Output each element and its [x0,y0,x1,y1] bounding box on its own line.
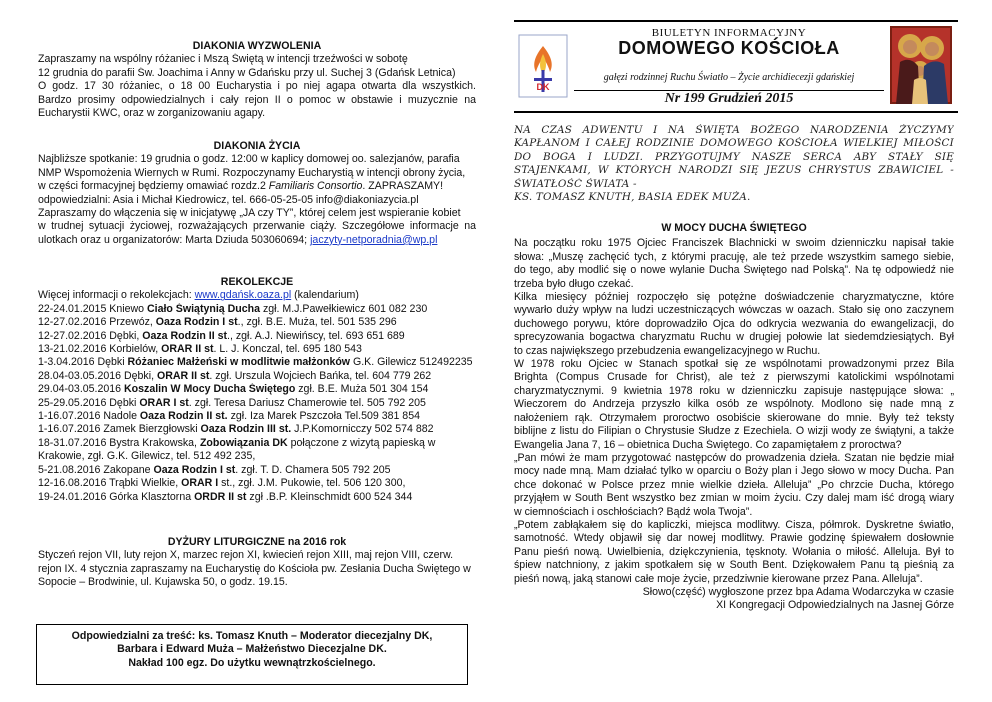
footer-line: Odpowiedzialni za treść: ks. Tomasz Knuth – Moderator diecezjalny DK, [71,630,433,642]
logo-graphic [518,34,568,98]
text-fragment: Więcej informacji o rekolekcjach: [38,289,195,302]
retreat-item [38,437,476,450]
text-line [38,234,476,247]
article-line: wywarło duży wpływ na ludzi uczestniczących wówczas w oazach. Stało się ono zaczynem [514,304,954,317]
retreat-date-place: 19-24.01.2016 Górka Klasztorna [38,490,195,503]
retreat-item [38,343,476,356]
retreat-date-place: 12-27.02.2016 Dębki, [38,329,143,342]
footer-box [36,624,468,685]
retreat-date-place: 29.04-03.05.2016 [38,383,125,396]
retreat-item [38,450,476,463]
retreat-item [38,383,476,396]
article-line: biblijne z listu do Filipian o Chrystusie Słudze z Ezechiela. O wizji wody ze świątyni, a także [514,425,954,438]
article-line: Na początku roku 1975 Ojciec Franciszek Blachnicki w swoim dzienniczku napisał takie [514,237,954,250]
retreat-name: Ciało Świątynią Ducha [146,302,260,315]
newsletter-subtitle: gałęzi rodzinnej Ruchu Światło – Życie archidiecezji gdańskiej [603,72,855,83]
section-title-wyzwolenia: DIAKONIA WYZWOLENIA [192,40,322,52]
retreat-date-place: 22-24.01.2015 Kniewo [38,302,147,315]
retreat-name: ORAR II st [156,369,210,382]
article-line: „Pan mówi że mam przygotować następców do prowadzenia dzieła. Szatan nie będzie miał [514,451,954,464]
retreat-item [38,370,476,383]
article-line: charyzmatycznymi. 9 kwietnia 1978 roku w dzienniczku zapisuje następujące słowa: „ [514,384,954,397]
publication-label: BIULETYN INFORMACYJNY [651,27,807,39]
text-fragment: ulotkach oraz u organizatorów: Marta Dziuda 503060694; [38,233,311,246]
text-line: Sopocie – Brodwinie, ul. Kujawska 50, o godz. 19.15. [38,576,288,589]
text-line: Zapraszamy do włączenia się w inicjatywę „JA czy TY”, której celem jest wspieranie kobiet [38,207,461,220]
retreat-item [38,410,476,423]
article-line: to czas największego przebudzenia ewangelizacyjnego w Ruchu. [514,344,821,357]
article-line: sprecyzowania bogactwa charyzmatu Ruchu w drugiej połowie lat siedemdziesiątych. Był [514,331,954,344]
retreat-item [38,477,476,490]
article-line: słowa: „Muszę zachęcić tych, z którymi pracuję, ale też przede wszystkim samego siebie, [514,250,954,263]
retreat-contact: połączone z wizytą papieską w [287,436,436,449]
retreat-name: Koszalin W Mocy Ducha Świętego [124,383,296,396]
greeting-line: DO BOGA I LUDZI. PRZYGOTUJMY NASZE SERCA ABY STAŁY SIĘ [514,150,954,163]
retreat-contact: zgł. M.J.Pawełkiewicz 601 082 230 [260,302,428,315]
retreat-date-place: Krakowie, zgł. G.K. Gilewicz, tel. 512 492 235, [38,450,256,463]
retreat-item [38,316,476,329]
header-rule [514,20,958,22]
retreat-name: Oaza Rodzin I st [153,463,236,476]
section-dyzury [38,536,476,590]
retreat-contact: G.K. Gilewicz 512492235 [350,356,473,369]
retreat-date-place: 5-21.08.2016 Zakopane [38,463,154,476]
text-line: NMP Wspomożenia Wiernych w Rumi. Rozpoczynamy Eucharystią w intencji obrony życia, [38,166,466,179]
retreat-contact: . zgł. Teresa Dariusz Chamerowie tel. 505 792 205 [188,396,426,409]
retreat-contact: . L. J. Konczal, tel. 695 180 543 [213,343,362,356]
text-line: rejon IX. 4 stycznia zapraszamy na Eucharystię do Kościoła pw. Zesłania Ducha Świętego w [38,562,471,575]
article-line: Brighta (Compus Crusade for Christ), ale też z pierwszymi katolickimi wspólnotami [514,371,954,384]
article-line: Wieczorem do Andrzeja przyszło kilka osób ze wspólnoty. Modlono się nade mną z [514,398,954,411]
retreat-date-place: 13-21.02.2016 Korbielów, [38,343,162,356]
section-title-rekolekcje: REKOLEKCJE [220,276,294,288]
italic-reference: Familiaris Consortio [268,180,363,193]
retreat-contact: ., zgł. A.J. Niewińscy, tel. 693 651 689 [227,329,405,342]
retreat-name: Oaza Rodzin II st. [139,410,228,423]
article-line: chce dokonać w Polsce przez mnie wielkie dzieła. Alleluja” „Po chrzcie Ducha, którego [514,478,954,491]
article-source: XI Kongregacji Odpowiedzialnych na Jasnej Górze [716,599,954,612]
article-line: samotność. Wtedy objawił się dar nowej modlitwy. Prawie godzinę śpiewałem dosłownie [514,532,954,545]
text-line: O godz. 17 30 różaniec, o 18 00 Eucharystia i po niej agapa otwarta dla wszystkich. [38,80,476,93]
retreat-contact: J.P.Komornicczy 502 574 882 [291,423,434,436]
footer-line: Nakład 100 egz. Do użytku wewnątrzkościelnego. [128,656,376,669]
greeting-line: NA CZAS ADWENTU I NA ŚWIĘTA BOŻEGO NARODZENIA ŻYCZYMY [514,124,954,136]
retreat-name: Różaniec Małżeński w modlitwie małżonków [127,356,351,369]
article-line: Kilka miesięcy później rozpoczęło się potężne doświadczenie charyzmatyczne, które [514,291,954,304]
article-line: pieśń nową, jaką stanowi całe moje życie, przedziwnie kierowane przez Pana. Alleluja”. [514,572,923,585]
text-line: Eucharystii KWC, oraz w zorganizowaniu agapy. [38,107,266,120]
text-line: w trudnej sytuacji życiowej, rozważających przerwanie ciąży. Szczegółowe informacje na [38,220,476,233]
text-line [38,289,476,302]
text-line [38,180,476,193]
email-link[interactable]: jaczyty-netporadnia@wp.pl [310,233,438,246]
footer-line: Barbara i Edward Muża – Małżeństwo Diecezjalne DK. [117,643,387,656]
article-body [514,237,954,586]
greeting-line: KAPŁANOM I CAŁEJ RODZINIE DOMOWEGO KOŚCIOŁA WIELKIEJ MIŁOŚCI [514,137,954,150]
article-line: do tego, aby modlić się o nowe wylanie Ducha Świętego nad Polską”. Na tę odpowiedź nie [514,264,954,277]
website-link[interactable]: www.gdańsk.oaza.pl [194,289,292,302]
greeting-line: KS. TOMASZ KNUTH, BASIA EDEK MUŻA. [514,191,751,204]
section-rekolekcje [38,276,476,504]
retreat-contact: zgł. B.E. Muża 501 304 154 [295,383,429,396]
section-zycia [38,140,476,247]
retreat-name: ORAR II st [161,343,214,356]
retreat-name: Oaza Rodzin II st [142,329,228,342]
logo-letters: DK [536,82,550,92]
article-line: mocy nade mną. Mam działać tylko w oparciu o Boży plan i Jego słowo w mocy Ducha. Pan [514,465,954,478]
article-title: W MOCY DUCHA ŚWIĘTEGO [661,222,807,234]
retreat-contact: zgł .B.P. Kleinschmidt 600 524 344 [246,490,413,503]
text-line: 12 grudnia do parafii Św. Joachima i Anny w Gdańsku przy ul. Suchej 3 (Gdańsk Letnica) [38,66,456,79]
retreat-contact: . zgł. Urszula Wojciech Bańka, tel. 604 779 262 [209,369,432,382]
christmas-greeting [514,124,954,204]
article-line: przyjąłem w South Bent wszystko bez zmian w moim życiu. Czy dalej mam iść drogą wiary [514,492,954,505]
retreat-contact: ., zgł. B.E. Muża, tel. 501 535 296 [237,316,397,329]
article-line: trzeba było długo czekać. [514,277,634,290]
retreat-date-place: 12-16.08.2016 Trąbki Wielkie, [38,477,182,490]
logo [518,34,568,98]
section-wyzwolenia [38,40,476,120]
retreat-item [38,303,476,316]
retreat-contact: zgł. Iza Marek Pszczoła Tel.509 381 854 [227,410,420,423]
retreat-date-place: 18-31.07.2016 Bystra Krakowska, [38,436,200,449]
retreat-date-place: 12-27.02.2016 Przewóz, [38,316,156,329]
article-line: „Potem zabłąkałem się do kapliczki, miejsca modlitwy. Cisza, półmrok. Dyskretne światło, [514,518,954,531]
retreat-date-place: 28.04-03.05.2016 Dębki, [38,369,157,382]
retreat-contact: st., zgł. J.M. Pukowie, tel. 506 120 300, [218,477,406,490]
header-rule [514,111,958,113]
text-line: Bardzo prosimy odpowiedzialnych i cały rejon II o pomoc w obstawie i muzycznie na [38,93,476,106]
retreat-name: ORAR I st [139,396,189,409]
text-fragment: . ZAPRASZAMY! [362,180,444,193]
retreat-name: Oaza Rodzin I st [155,316,238,329]
issue-number: Nr 199 Grudzień 2015 [664,91,794,106]
holy-family-icon [890,26,952,104]
text-line: Najbliższe spotkanie: 19 grudnia o godz. 12:00 w kaplicy domowej oo. salezjanów, parafia [38,153,460,166]
newsletter-header [514,20,958,118]
retreat-date-place: 1-16.07.2016 Zamek Bierzgłowski [38,423,201,436]
retreat-date-place: 1-16.07.2016 Nadole [38,410,140,423]
section-title-dyzury: DYŻURY LITURGICZNE na 2016 rok [167,536,347,548]
text-fragment: w części formacyjnej będziemy omawiać rozdz.2 [38,180,269,193]
text-line: odpowiedzialni: Asia i Michał Kiedrowicz, tel. 666-05-25-05 info@diakoniazycia.pl [38,193,419,206]
retreat-item [38,397,476,410]
article-line: duchowego porywu, które doprowadziło Ojca do odkrycia wezwania do ewangelizacji, do [514,317,954,330]
retreat-list [38,303,476,504]
greeting-line: ŚWIATŁOŚĆ ŚWIATA - [514,177,637,190]
retreat-contact: . zgł. T. D. Chamera 505 792 205 [235,463,391,476]
article-line: w ciemnościach i oschłościach? Bądź wola Twoja”. [514,505,753,518]
retreat-date-place: 25-29.05.2016 Dębki [38,396,140,409]
section-title-zycia: DIAKONIA ŻYCIA [213,140,301,152]
article-line: nałożeniem rąk. Otrzymałem proroctwo osobiście skierowane do mnie. Były też teksty [514,411,954,424]
article-source: Słowo(część) wygłoszone przez bpa Adama Wodarczyka w czasie [642,585,954,598]
newsletter-title: DOMOWEGO KOŚCIOŁA [618,38,840,58]
retreat-name: ORDR II st [194,490,247,503]
retreat-item [38,356,476,369]
text-line: Styczeń rejon VII, luty rejon X, marzec rejon XI, kwiecień rejon XIII, maj rejon VIII, czerw. [38,549,454,562]
text-line: Zapraszamy na wspólny różaniec i Mszą Świętą w intencji trzeźwości w sobotę [38,53,408,66]
article-line: W 1978 roku Ojciec w Stanach spotkał się ze wspólnotami prowadzonymi przez Bila [514,358,954,371]
article-line: Panu pieśń nową. Uwielbienia, dziękczynienia, tęsknoty. Wołania o miłość. Alleluja. Był to [514,545,954,558]
retreat-item [38,330,476,343]
article-line: Ewangelia Jana 7, 16 – obietnica Ducha Świętego. Co zapamiętałem z proroctwa? [514,438,902,451]
retreat-name: Oaza Rodzin III st. [200,423,292,436]
greeting-line: STAJENKAMI, W KTÓRYCH NARODZI SIĘ JEZUS CHRYSTUS ZBAWICIEL - [514,164,954,177]
article [514,222,954,613]
retreat-date-place: 1-3.04.2016 Dębki [38,356,128,369]
retreat-item [38,464,476,477]
article-line: śpiew natchniony, z jakim spotkałem się w South Bent. Dziękowałem Panu tą pieśnią za [514,559,954,572]
retreat-name: ORAR I [181,477,219,490]
text-fragment: (kalendarium) [291,289,359,302]
retreat-item [38,423,476,436]
retreat-item [38,491,476,504]
retreat-name: Zobowiązania DK [199,436,288,449]
